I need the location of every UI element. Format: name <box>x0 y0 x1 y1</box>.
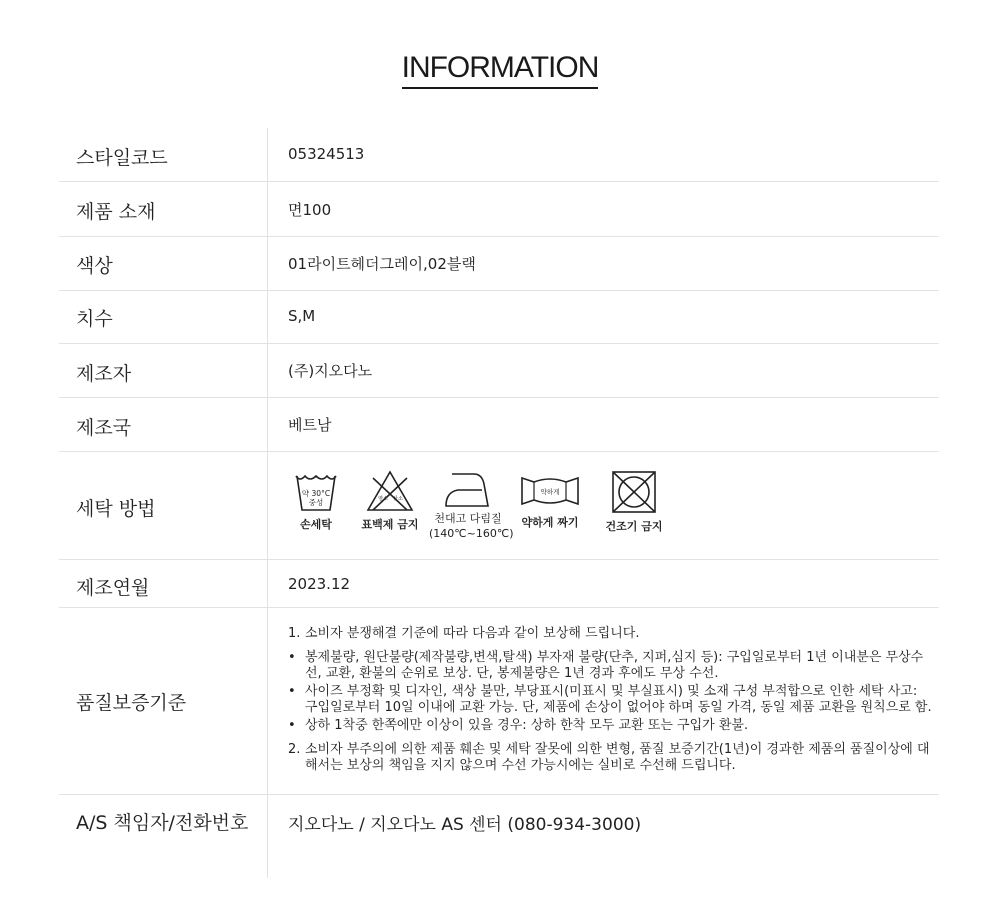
size-value: S,M <box>288 307 316 325</box>
iron-caption: 천대고 다림질 <box>434 512 502 525</box>
hand-wash-icon <box>288 470 344 532</box>
quality-terms <box>288 626 933 776</box>
table-row-size <box>59 291 939 344</box>
as-value: 지오다노 / 지오다노 AS 센터 (080-934-3000) <box>288 815 642 835</box>
color-value: 01라이트헤더그레이,02블랙 <box>288 255 476 273</box>
wring-gently-icon <box>518 470 582 530</box>
quality-item <box>288 650 933 682</box>
svg-text:약하게: 약하게 <box>540 488 560 496</box>
table-row-date <box>59 560 939 608</box>
quality-item-mark: 1. <box>288 626 301 641</box>
quality-item <box>288 742 933 774</box>
table-row-color <box>59 237 939 291</box>
maker-label: 제조자 <box>76 363 132 385</box>
quality-item-text: 사이즈 부정확 및 디자인, 색상 불만, 부당표시(미표시 및 부실표시) 및 소재 구성 부적합으로 인한 세탁 사고: 구입일로부터 10일 이내에 교환 가능. 단, 제품에 손상이 없어야 하며 동일 가격, 동일 제품 교환을 원칙으로 함. <box>305 684 932 715</box>
table-row-washing <box>59 452 939 560</box>
quality-item <box>288 626 933 642</box>
table-row-country <box>59 398 939 452</box>
quality-item-mark: • <box>288 718 296 733</box>
maker-value: (주)지오다노 <box>288 362 373 380</box>
country-label: 제조국 <box>76 417 132 439</box>
svg-text:약 30°C: 약 30°C <box>301 489 331 498</box>
table-row-quality <box>59 608 939 795</box>
section-title: INFORMATION <box>402 50 599 89</box>
quality-item-text: 봉제불량, 원단불량(제작불량,변색,탈색) 부자재 불량(단추, 지퍼,심지 등): 구입일로부터 1년 이내분은 무상수선, 교환, 환불의 순위로 보상. 단, 봉제불량은 1년 경과 후에도 무상 수선. <box>305 650 924 681</box>
style-code-value: 05324513 <box>288 145 365 163</box>
no-bleach-caption: 표백제 금지 <box>361 518 419 531</box>
iron-temperature: (140℃~160℃) <box>429 527 514 540</box>
quality-item-mark: 2. <box>288 742 301 757</box>
table-row-style-code <box>59 128 939 182</box>
wring-gently-caption: 약하게 짜기 <box>521 516 579 529</box>
quality-item <box>288 718 933 734</box>
material-label: 제품 소재 <box>76 201 156 223</box>
size-label: 치수 <box>76 308 113 330</box>
table-row-maker <box>59 344 939 398</box>
quality-item-text: 상하 1착중 한쪽에만 이상이 있을 경우: 상하 한착 모두 교환 또는 구입가 환불. <box>305 718 749 733</box>
table-row-material <box>59 182 939 237</box>
no-tumble-dry-caption: 건조기 금지 <box>605 520 663 533</box>
quality-label: 품질보증기준 <box>76 692 187 714</box>
no-tumble-dry-icon <box>604 470 664 534</box>
date-label: 제조연월 <box>76 577 150 599</box>
iron-icon <box>429 470 514 541</box>
as-label: A/S 책임자/전화번호 <box>76 812 249 834</box>
washing-icons <box>288 470 708 550</box>
style-code-label: 스타일코드 <box>76 147 168 169</box>
quality-item <box>288 684 933 716</box>
svg-text:염소: 염소 <box>378 496 388 502</box>
quality-item-mark: • <box>288 684 296 699</box>
color-label: 색상 <box>76 255 113 277</box>
washing-label: 세탁 방법 <box>76 498 156 520</box>
date-value: 2023.12 <box>288 575 351 593</box>
svg-text:중성: 중성 <box>308 498 324 507</box>
material-value: 면100 <box>288 201 332 219</box>
hand-wash-caption: 손세탁 <box>300 518 332 531</box>
quality-item-mark: • <box>288 650 296 665</box>
quality-item-text: 소비자 분쟁해결 기준에 따라 다음과 같이 보상해 드립니다. <box>305 626 640 641</box>
quality-item-text: 소비자 부주의에 의한 제품 훼손 및 세탁 잘못에 의한 변형, 품질 보증기간(1년)이 경과한 제품의 품질이상에 대해서는 보상의 책임을 지지 않으며 수선 가능시에는 실비로 수선해 드립니다. <box>305 742 930 773</box>
country-value: 베트남 <box>288 416 332 434</box>
section-title-wrap <box>0 50 1000 89</box>
no-bleach-icon <box>359 470 421 532</box>
table-row-as <box>59 795 939 878</box>
svg-text:산소: 산소 <box>393 496 403 502</box>
